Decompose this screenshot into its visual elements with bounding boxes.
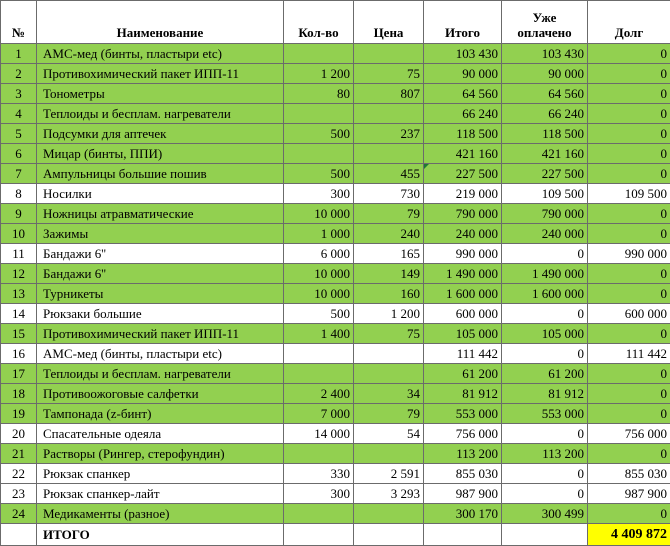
cell-debt: 0 [588, 444, 670, 464]
cell-qty: 500 [284, 304, 354, 324]
cell-name: Подсумки для аптечек [37, 124, 284, 144]
cell-name: Противохимический пакет ИПП-11 [37, 64, 284, 84]
total-paid-cell [502, 524, 588, 546]
cell-paid: 113 200 [502, 444, 588, 464]
cell-total: 300 170 [424, 504, 502, 524]
table-row [1, 284, 670, 304]
cell-debt: 855 030 [588, 464, 670, 484]
cell-debt: 0 [588, 144, 670, 164]
cell-paid: 227 500 [502, 164, 588, 184]
cell-debt: 109 500 [588, 184, 670, 204]
cell-name: Рюкзак спанкер-лайт [37, 484, 284, 504]
cell-num: 13 [1, 284, 37, 304]
cell-qty: 300 [284, 484, 354, 504]
cell-num: 16 [1, 344, 37, 364]
table-row [1, 444, 670, 464]
table-row [1, 224, 670, 244]
total-qty-cell [284, 524, 354, 546]
table-row [1, 104, 670, 124]
cell-paid: 790 000 [502, 204, 588, 224]
cell-paid: 103 430 [502, 44, 588, 64]
table-row [1, 404, 670, 424]
cell-qty: 500 [284, 164, 354, 184]
table-row [1, 484, 670, 504]
cell-num: 5 [1, 124, 37, 144]
cell-name: Медикаменты (разное) [37, 504, 284, 524]
table-row [1, 364, 670, 384]
header-debt: Долг [588, 1, 670, 44]
cell-paid: 0 [502, 344, 588, 364]
cell-name: Противохимический пакет ИПП-11 [37, 324, 284, 344]
cell-num: 1 [1, 44, 37, 64]
cell-price: 75 [354, 324, 424, 344]
cell-name: Турникеты [37, 284, 284, 304]
cell-qty [284, 504, 354, 524]
cell-num: 15 [1, 324, 37, 344]
cell-name: Спасательные одеяла [37, 424, 284, 444]
header-name: Наименование [37, 1, 284, 44]
cell-qty: 10 000 [284, 264, 354, 284]
cell-debt: 0 [588, 84, 670, 104]
cell-price: 455 [354, 164, 424, 184]
cell-price: 237 [354, 124, 424, 144]
table-row [1, 64, 670, 84]
cell-total: 111 442 [424, 344, 502, 364]
cell-price: 730 [354, 184, 424, 204]
table-row [1, 464, 670, 484]
table-row [1, 144, 670, 164]
cell-qty: 10 000 [284, 204, 354, 224]
cell-num: 14 [1, 304, 37, 324]
cell-debt: 0 [588, 324, 670, 344]
cell-qty: 7 000 [284, 404, 354, 424]
cell-paid: 553 000 [502, 404, 588, 424]
cell-debt: 0 [588, 264, 670, 284]
cell-qty: 500 [284, 124, 354, 144]
cell-debt: 0 [588, 404, 670, 424]
table-row [1, 264, 670, 284]
cell-price [354, 144, 424, 164]
cell-name: Бандажи 6'' [37, 264, 284, 284]
cell-total: 81 912 [424, 384, 502, 404]
cell-num: 7 [1, 164, 37, 184]
cell-qty [284, 364, 354, 384]
cell-debt: 0 [588, 384, 670, 404]
cell-num: 18 [1, 384, 37, 404]
cell-name: Ампульницы большие пошив [37, 164, 284, 184]
cell-total: 990 000 [424, 244, 502, 264]
cell-qty: 2 400 [284, 384, 354, 404]
cell-qty [284, 104, 354, 124]
cell-total: 1 490 000 [424, 264, 502, 284]
cell-qty: 80 [284, 84, 354, 104]
cell-total: 118 500 [424, 124, 502, 144]
total-price-cell [354, 524, 424, 546]
cell-paid: 105 000 [502, 324, 588, 344]
cell-paid: 0 [502, 304, 588, 324]
cell-qty: 1 200 [284, 64, 354, 84]
cell-debt: 0 [588, 224, 670, 244]
cell-total: 987 900 [424, 484, 502, 504]
cell-paid: 81 912 [502, 384, 588, 404]
cell-name: Мицар (бинты, ППИ) [37, 144, 284, 164]
cell-debt: 990 000 [588, 244, 670, 264]
cell-price: 79 [354, 204, 424, 224]
cell-name: АМС-мед (бинты, пластыри etc) [37, 44, 284, 64]
cell-price: 1 200 [354, 304, 424, 324]
cell-name: Растворы (Рингер, стерофундин) [37, 444, 284, 464]
cell-price: 165 [354, 244, 424, 264]
cell-paid: 109 500 [502, 184, 588, 204]
cell-paid: 0 [502, 244, 588, 264]
cell-name: АМС-мед (бинты, пластыри etc) [37, 344, 284, 364]
cell-name: Рюкзаки большие [37, 304, 284, 324]
cell-num: 21 [1, 444, 37, 464]
cell-debt: 0 [588, 284, 670, 304]
cell-qty: 300 [284, 184, 354, 204]
cell-num: 9 [1, 204, 37, 224]
cell-num: 17 [1, 364, 37, 384]
cell-name: Ножницы атравматические [37, 204, 284, 224]
cell-paid: 0 [502, 424, 588, 444]
table-row [1, 344, 670, 364]
cell-paid: 240 000 [502, 224, 588, 244]
table-row [1, 164, 670, 184]
cell-num: 11 [1, 244, 37, 264]
cell-debt: 111 442 [588, 344, 670, 364]
cell-qty: 6 000 [284, 244, 354, 264]
cell-price: 3 293 [354, 484, 424, 504]
cell-name: Рюкзак спанкер [37, 464, 284, 484]
cell-paid: 0 [502, 464, 588, 484]
cell-price [354, 504, 424, 524]
table-row [1, 124, 670, 144]
cell-paid: 421 160 [502, 144, 588, 164]
cell-total: 103 430 [424, 44, 502, 64]
cell-num: 23 [1, 484, 37, 504]
cell-total: 219 000 [424, 184, 502, 204]
header-price: Цена [354, 1, 424, 44]
table-row [1, 84, 670, 104]
cell-paid: 90 000 [502, 64, 588, 84]
cell-qty [284, 344, 354, 364]
cell-qty: 1 400 [284, 324, 354, 344]
cell-total: 1 600 000 [424, 284, 502, 304]
cell-debt: 0 [588, 504, 670, 524]
cell-debt: 0 [588, 164, 670, 184]
cell-total: 240 000 [424, 224, 502, 244]
cell-paid: 118 500 [502, 124, 588, 144]
header-qty: Кол-во [284, 1, 354, 44]
header-row [1, 1, 670, 44]
table-row [1, 244, 670, 264]
cell-debt: 987 900 [588, 484, 670, 504]
cell-qty: 10 000 [284, 284, 354, 304]
cell-total: 553 000 [424, 404, 502, 424]
cell-paid: 61 200 [502, 364, 588, 384]
cell-debt: 0 [588, 64, 670, 84]
total-label: ИТОГО [37, 524, 284, 546]
cell-qty [284, 44, 354, 64]
cell-price: 807 [354, 84, 424, 104]
cell-name: Противоожоговые салфетки [37, 384, 284, 404]
cell-total: 227 500 [424, 164, 502, 184]
table-row [1, 424, 670, 444]
total-total-cell [424, 524, 502, 546]
cell-price: 2 591 [354, 464, 424, 484]
header-num: № [1, 1, 37, 44]
cell-price [354, 44, 424, 64]
cell-total: 855 030 [424, 464, 502, 484]
cell-debt: 0 [588, 204, 670, 224]
cell-debt: 0 [588, 44, 670, 64]
table-row [1, 504, 670, 524]
cell-price [354, 444, 424, 464]
cell-qty [284, 144, 354, 164]
cell-paid: 0 [502, 484, 588, 504]
cell-num: 6 [1, 144, 37, 164]
cell-total: 113 200 [424, 444, 502, 464]
cell-price [354, 104, 424, 124]
cell-num: 22 [1, 464, 37, 484]
cell-price: 75 [354, 64, 424, 84]
cell-paid: 300 499 [502, 504, 588, 524]
cell-name: Тонометры [37, 84, 284, 104]
cell-price: 34 [354, 384, 424, 404]
header-paid-line1: Уже [533, 10, 557, 25]
cell-price: 149 [354, 264, 424, 284]
table-row [1, 384, 670, 404]
cell-qty: 330 [284, 464, 354, 484]
cell-num: 19 [1, 404, 37, 424]
cell-name: Теплоиды и бесплам. нагреватели [37, 104, 284, 124]
table-row [1, 44, 670, 64]
table-row [1, 204, 670, 224]
cell-price: 240 [354, 224, 424, 244]
total-row [1, 524, 670, 546]
cell-price: 54 [354, 424, 424, 444]
header-paid [502, 1, 588, 44]
cell-price [354, 344, 424, 364]
cell-total: 66 240 [424, 104, 502, 124]
cell-total: 105 000 [424, 324, 502, 344]
cell-total: 600 000 [424, 304, 502, 324]
table-body [1, 44, 670, 524]
header-paid-line2: оплачено [517, 25, 571, 40]
cell-total: 61 200 [424, 364, 502, 384]
table-row [1, 184, 670, 204]
cell-name: Носилки [37, 184, 284, 204]
cell-debt: 600 000 [588, 304, 670, 324]
cell-num: 2 [1, 64, 37, 84]
cell-total: 90 000 [424, 64, 502, 84]
cell-price [354, 364, 424, 384]
cell-name: Тампонада (z-бинт) [37, 404, 284, 424]
cell-debt: 0 [588, 364, 670, 384]
cell-num: 3 [1, 84, 37, 104]
cell-num: 12 [1, 264, 37, 284]
cell-qty: 14 000 [284, 424, 354, 444]
cell-paid: 66 240 [502, 104, 588, 124]
cell-num: 20 [1, 424, 37, 444]
cell-name: Теплоиды и бесплам. нагреватели [37, 364, 284, 384]
cell-paid: 64 560 [502, 84, 588, 104]
cell-debt: 0 [588, 104, 670, 124]
total-debt: 4 409 872 [588, 524, 670, 546]
cell-num: 24 [1, 504, 37, 524]
cell-num: 10 [1, 224, 37, 244]
cell-total: 790 000 [424, 204, 502, 224]
cell-debt: 0 [588, 124, 670, 144]
cell-name: Зажимы [37, 224, 284, 244]
table-row [1, 304, 670, 324]
table-row [1, 324, 670, 344]
cell-total: 756 000 [424, 424, 502, 444]
cell-debt: 756 000 [588, 424, 670, 444]
cell-total: 421 160 [424, 144, 502, 164]
cell-qty: 1 000 [284, 224, 354, 244]
total-num-cell [1, 524, 37, 546]
cell-num: 4 [1, 104, 37, 124]
cell-name: Бандажи 6'' [37, 244, 284, 264]
cell-num: 8 [1, 184, 37, 204]
cell-price: 160 [354, 284, 424, 304]
cell-qty [284, 444, 354, 464]
cell-paid: 1 600 000 [502, 284, 588, 304]
cell-price: 79 [354, 404, 424, 424]
cell-total: 64 560 [424, 84, 502, 104]
header-total: Итого [424, 1, 502, 44]
cell-paid: 1 490 000 [502, 264, 588, 284]
